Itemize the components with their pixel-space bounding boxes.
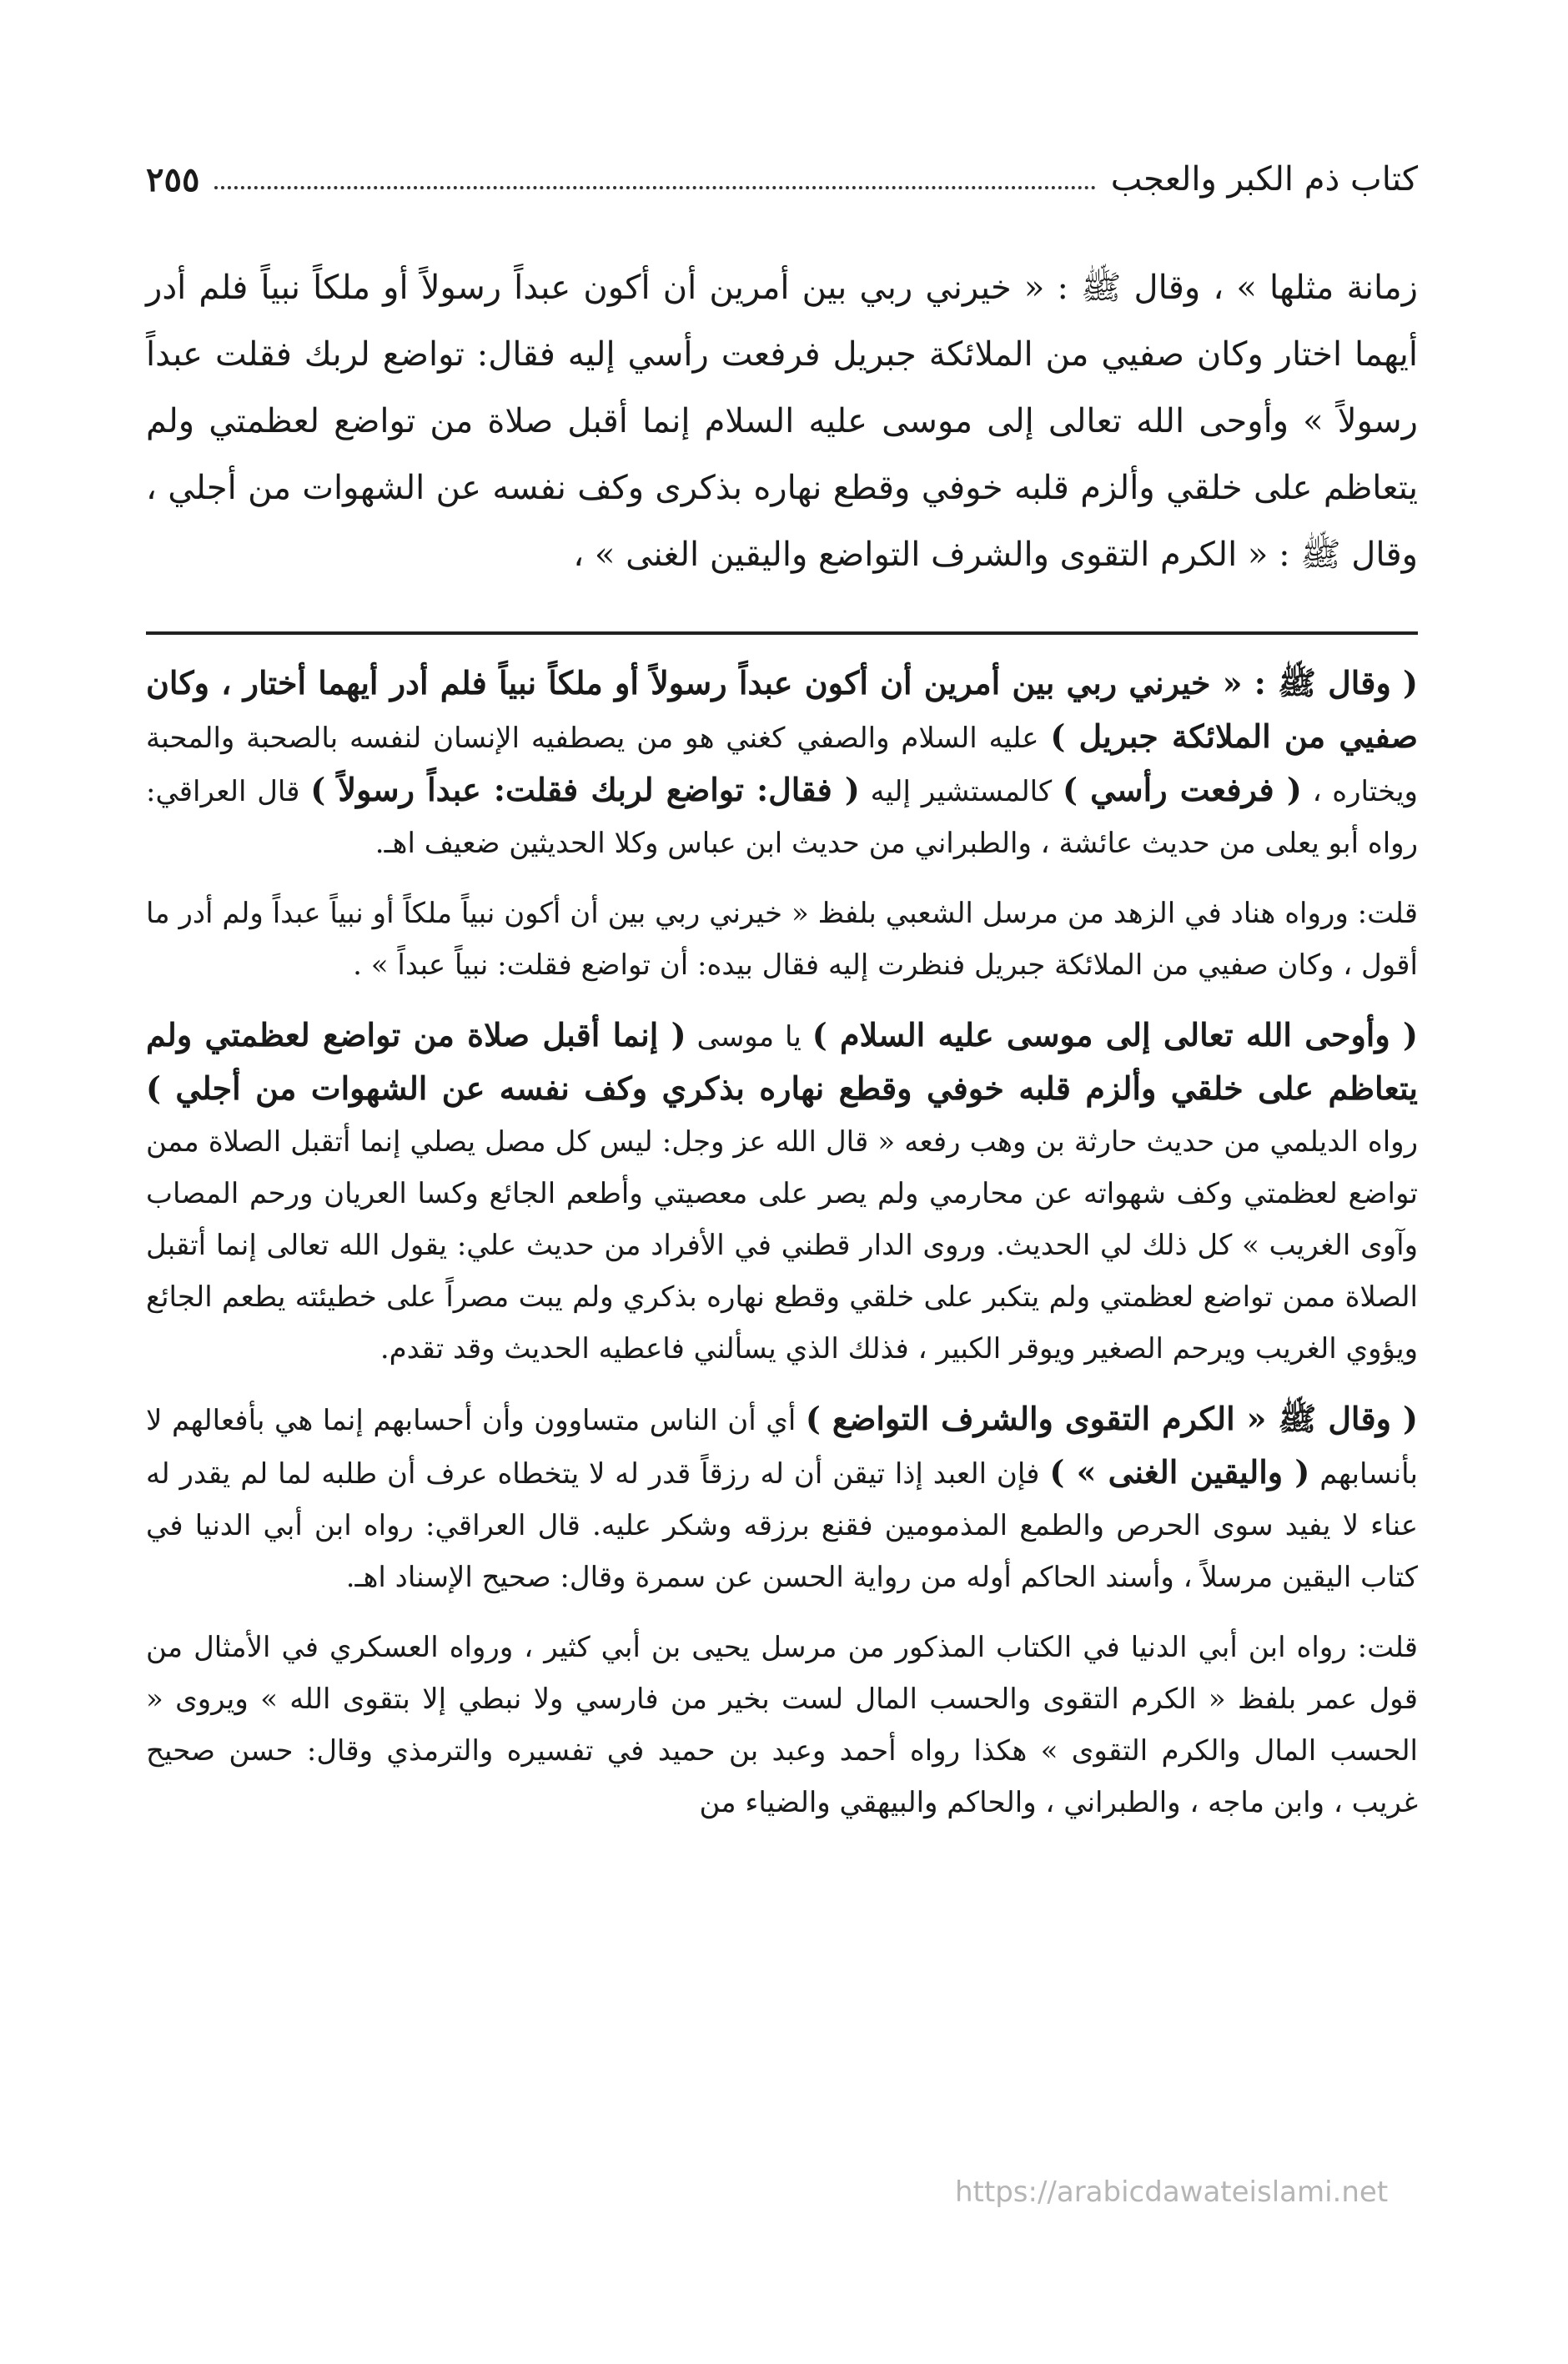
page-header (146, 150, 1418, 209)
quoted-text: ( وأوحى الله تعالى إلى موسى عليه السلام ) (812, 1016, 1418, 1054)
quoted-text: ( وقال ﷺ « الكرم التقوى والشرف التواضع ) (805, 1400, 1418, 1437)
commentary-text: أي أن الناس متساوون وأن أحسابهم إنما هي بأفعالهم لا بأنسابهم (146, 1404, 1418, 1491)
watermark-url: https://arabicdawateislami.net (955, 2175, 1389, 2209)
commentary-paragraph-3 (146, 1009, 1418, 1375)
leader-dots (214, 186, 1095, 189)
chapter-title: كتاب ذم الكبر والعجب (1110, 160, 1418, 199)
book-page (146, 133, 1418, 2319)
commentary-paragraph-5: قلت: رواه ابن أبي الدنيا في الكتاب المذكور من مرسل يحيى بن أبي كثير ، ورواه العسكري في الأمثال من قول عمر بلفظ « الكرم التقوى والحسب المال لست بخير من فارسي ولا نبطي إلا بتقوى الله » ويروى « الحسب المال والكرم التقوى » هكذا رواه أحمد وعبد بن حميد في تفسيره والترمذي وقال: حسن صحيح غريب ، وابن ماجه ، والطبراني ، والحاكم والبيهقي والضياء من (146, 1631, 1418, 1819)
commentary-text: يا موسى (686, 1020, 812, 1054)
quoted-text: ( وقال ﷺ : « خيرني ربي بين أمرين أن أكون عبداً رسولاً أو ملكاً نبياً فلم أدر أيهما أختار ، وكان صفيي من الملائكة جبريل ) (146, 664, 1418, 755)
quoted-text: ( واليقين الغنى » ) (1049, 1453, 1310, 1491)
commentary-paragraph-2: قلت: ورواه هناد في الزهد من مرسل الشعبي بلفظ « خيرني ربي بين أن أكون نبياً ملكاً أو نبياً عبداً ولم أدر ما أقول ، وكان صفيي من الملائكة جبريل فنظرت إليه فقال بيده: أن تواضع فقلت: نبياً عبداً » . (146, 897, 1418, 982)
commentary-text: كالمستشير إليه (859, 775, 1063, 808)
main-text-paragraph: زمانة مثلها » ، وقال ﷺ : « خيرني ربي بين أمرين أن أكون عبداً رسولاً أو ملكاً نبياً فلم أدر أيهما اختار وكان صفيي من الملائكة جبريل فرفعت رأسي إليه فقال: تواضع لربك فقلت عبداً رسولاً » وأوحى الله تعالى إلى موسى عليه السلام إنما أقبل صلاة من تواضع لعظمتي ولم يتعاظم على خلقي وألزم قلبه خوفي وقطع نهاره بذكرى وكف نفسه عن الشهوات من أجلي ، وقال ﷺ : « الكرم التقوى والشرف التواضع واليقين الغنى » ، (146, 269, 1418, 574)
page-number: ٢٥٥ (146, 159, 200, 199)
commentary-block (146, 657, 1418, 1840)
commentary-paragraph-1 (146, 657, 1418, 869)
text-divider (146, 631, 1418, 635)
quoted-text: ( إنما أقبل صلاة من تواضع لعظمتي ولم يتعاظم على خلقي وألزم قلبه خوفي وقطع نهاره بذكري وكف نفسه عن الشهوات من أجلي ) (146, 1016, 1418, 1107)
commentary-text: فإن العبد إذا تيقن أن له رزقاً قدر له لا يتخطاه عرف أن طلبه لما لم يقدر له عناء لا يفيد سوى الحرص والطمع المذمومين فقنع برزقه وشكر عليه. قال العراقي: رواه ابن أبي الدنيا في كتاب اليقين مرسلاً ، وأسند الحاكم أوله من رواية الحسن عن سمرة وقال: صحيح الإسناد اهـ. (146, 1457, 1418, 1594)
quoted-text: ( فرفعت رأسي ) (1062, 771, 1302, 808)
commentary-paragraph-4 (146, 1393, 1418, 1603)
main-text-block (146, 254, 1418, 588)
commentary-text: رواه الديلمي من حديث حارثة بن وهب رفعه « قال الله عز وجل: ليس كل مصل يصلي إنما أتقبل الصلاة ممن تواضع لعظمتي وكف شهواته عن محارمي ولم يصر على معصيتي وأطعم الجائع وكسا العريان ورحم المصاب وآوى الغريب » كل ذلك لي الحديث. وروى الدار قطني في الأفراد من حديث علي: يقول الله تعالى إنما أتقبل الصلاة ممن تواضع لعظمتي ولم يتكبر على خلقي وقطع نهاره بذكري ولم يبت مصراً على خطيئته يطعم الجائع ويؤوي الغريب ويرحم الصغير ويوقر الكبير ، فذلك الذي يسألني فاعطيه الحديث وقد تقدم. (146, 1125, 1418, 1366)
quoted-text: ( فقال: تواضع لربك فقلت: عبداً رسولاً ) (310, 771, 860, 808)
commentary-text: عليه السلام والصفي كغني هو من يصطفيه الإنسان لنفسه بالصحبة والمحبة ويختاره ، (146, 722, 1418, 808)
commentary-text: قال العراقي: رواه أبو يعلى من حديث عائشة ، والطبراني من حديث ابن عباس وكلا الحديثين ضعيف اهـ. (146, 775, 1418, 860)
